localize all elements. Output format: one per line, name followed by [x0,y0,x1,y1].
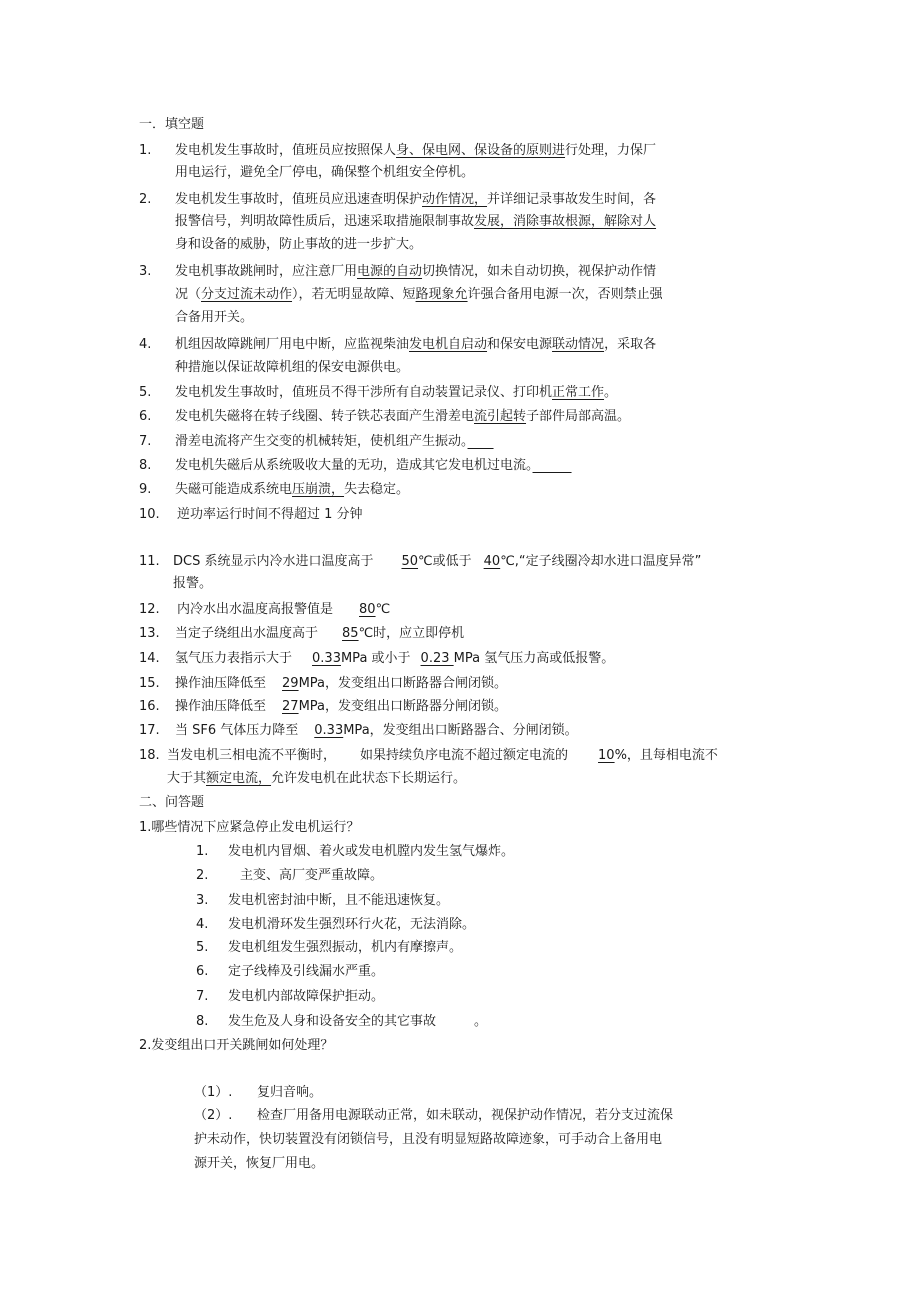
fill-q18-num: 18. [139,748,160,763]
fill-q14-line1: 氢气压力表指示大于 0.33MPa 或小于 0.23 MPa 氢气压力高或低报警。 [175,651,615,666]
fill-q8-line1: 发电机失磁后从系统吸收大量的无功，造成其它发电机过电流。 [175,458,533,473]
qa-q1-item-text: 定子线棒及引线漏水严重。 [228,964,385,979]
qa-q2-item-text-line3: 源开关，恢复厂用电。 [194,1156,325,1171]
qa-q2-item-text: 复归音响。 [257,1085,323,1100]
fill-q4-line1: 机组因故障跳闸厂用电中断，应监视柴油发电机自启动和保安电源联动情况，采取各 [175,337,657,352]
fill-q1-num: 1. [139,143,152,158]
qa-q1-item-num: 1. [196,844,209,859]
qa-q1-item-num: 2. [196,868,209,883]
qa-q1-item-text: 主变、高厂变严重故障。 [240,868,384,883]
qa-q2-item-text-line2: 护未动作，快切装置没有闭锁信号，且没有明显短路故障迹象，可手动合上备用电 [194,1132,663,1147]
fill-q2-num: 2. [139,192,152,207]
fill-q1-line1: 发电机发生事故时，值班员应按照保人身、保电网、保设备的原则进行处理，力保厂 [175,143,657,158]
qa-q1-item-text: 发电机密封油中断，且不能迅速恢复。 [228,893,450,908]
fill-q7-line1: 滑差电流将产生交变的机械转矩，使机组产生振动。 [175,434,468,449]
fill-q14-num: 14. [139,651,160,666]
fill-q18-line2: 大于其额定电流，允许发电机在此状态下长期运行。 [167,771,467,786]
fill-q4-num: 4. [139,337,152,352]
fill-q13-num: 13. [139,626,160,641]
fill-q13-line1: 当定子绕组出水温度高于 85℃时，应立即停机 [175,626,465,641]
qa-q1-item-num: 6. [196,964,209,979]
fill-q6-num: 6. [139,409,152,424]
fill-q12-num: 12. [139,602,160,617]
fill-q9-line1: 失磁可能造成系统电压崩溃，失去稳定。 [175,482,410,497]
fill-q3-line1: 发电机事故跳闸时，应注意厂用电源的自动切换情况，如未自动切换，视保护动作情 [175,264,657,279]
fill-q8-num: 8. [139,458,152,473]
qa-q1-item-text: 发电机内部故障保护拒动。 [228,989,385,1004]
qa-q1-item-num: 8. [196,1014,209,1029]
fill-q11-line2: 报警。 [173,576,213,591]
fill-q18-line1: 当发电机三相电流不平衡时， 如果持续负序电流不超过额定电流的 10%，且每相电流不 [167,748,718,763]
fill-q12-line1: 内冷水出水温度高报警值是 80℃ [177,602,391,617]
qa-q1-item-text: 发电机组发生强烈振动，机内有摩擦声。 [228,940,463,955]
section-title-qa: 二、问答题 [139,795,205,810]
fill-q16-line1: 操作油压降低至 27MPa，发变组出口断路器分闸闭锁。 [175,699,508,714]
fill-q11-line1: DCS 系统显示内冷水进口温度高于 50℃或低于 40℃,“定子线圈冷却水进口温度异常” [173,554,702,569]
fill-q17-line1: 当 SF6 气体压力降至 0.33MPa，发变组出口断路器合、分闸闭锁。 [175,723,578,738]
fill-q16-num: 16. [139,699,160,714]
fill-q11-num: 11. [139,554,160,569]
qa-q1-item-num: 4. [196,917,209,932]
qa-q2-title: 2.发变组出口开关跳闸如何处理？ [139,1038,334,1053]
qa-q1-item-num: 3. [196,893,209,908]
qa-q1-item-num: 5. [196,940,209,955]
qa-q1-item-text: 发电机滑环发生强烈环行火花，无法消除。 [228,917,476,932]
fill-q10-line1: 逆功率运行时间不得超过 1 分钟 [177,507,363,522]
qa-q1-item-text: 发电机内冒烟、着火或发电机膛内发生氢气爆炸。 [228,844,515,859]
qa-q1-item-text: 发生危及人身和设备安全的其它事故 。 [228,1014,488,1029]
fill-q1-line2: 用电运行，避免全厂停电，确保整个机组安全停机。 [175,165,475,180]
qa-q2-item-text: 检查厂用备用电源联动正常，如未联动，视保护动作情况，若分支过流保 [257,1108,674,1123]
fill-q2-line2: 报警信号，判明故障性质后，迅速采取措施限制事故发展，消除事故根源，解除对人 [175,214,657,229]
fill-q7-num: 7. [139,434,152,449]
section-title-fill: 一．填空题 [139,117,205,132]
fill-q15-line1: 操作油压降低至 29MPa，发变组出口断路器合闸闭锁。 [175,676,508,691]
fill-q5-num: 5. [139,385,152,400]
fill-q3-num: 3. [139,264,152,279]
fill-q4-line2: 种措施以保证故障机组的保安电源供电。 [175,360,410,375]
qa-q2-item-num: （1）. [194,1085,233,1100]
fill-q5-line1: 发电机发生事故时，值班员不得干涉所有自动装置记录仪、打印机正常工作。 [175,385,618,400]
fill-q15-num: 15. [139,676,160,691]
fill-q3-line3: 合备用开关。 [175,310,254,325]
qa-q1-title: 1.哪些情况下应紧急停止发电机运行？ [139,820,360,835]
fill-q6-line1: 发电机失磁将在转子线圈、转子铁芯表面产生滑差电流引起转子部件局部高温。 [175,409,631,424]
fill-q17-num: 17. [139,723,160,738]
qa-q1-item-num: 7. [196,989,209,1004]
fill-q2-line1: 发电机发生事故时，值班员应迅速查明保护动作情况，并详细记录事故发生时间，各 [175,192,657,207]
fill-q2-line3: 身和设备的威胁，防止事故的进一步扩大。 [175,237,423,252]
qa-q2-item-num: （2）. [194,1108,233,1123]
fill-q3-line2: 况（分支过流未动作），若无明显故障、短路现象允许强合备用电源一次，否则禁止强 [175,287,663,302]
fill-q10-num: 10. [139,507,160,522]
fill-q9-num: 9. [139,482,152,497]
